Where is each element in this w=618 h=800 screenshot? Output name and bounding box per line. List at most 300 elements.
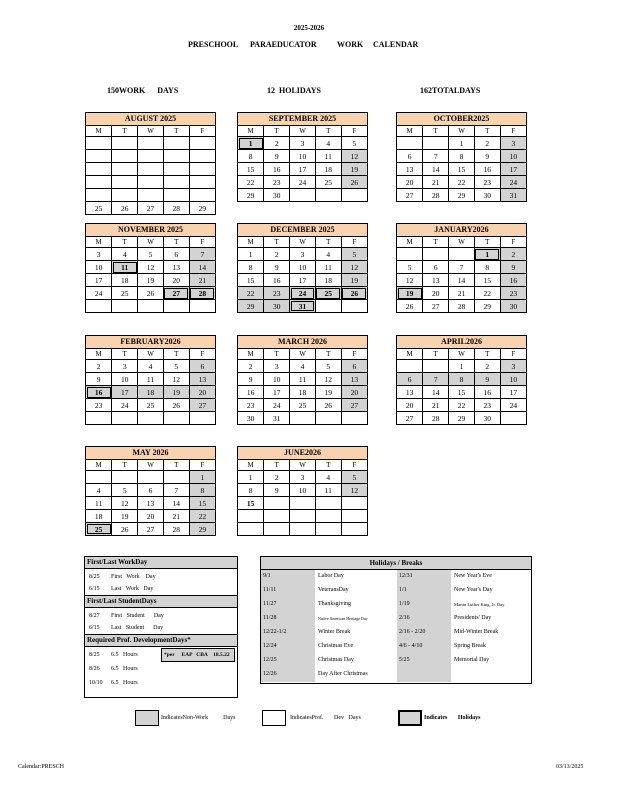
legend-holidays-label: Indicates Holidays xyxy=(424,715,481,721)
day-cell: 12 xyxy=(397,274,423,287)
day-cell: 9 xyxy=(474,373,500,386)
day-cell xyxy=(112,137,138,150)
day-cell: 18 xyxy=(290,386,316,399)
cba-note: *per EAP CBA 18.5.22 xyxy=(161,648,235,662)
label-cell: First Student Day xyxy=(111,613,164,619)
day-cell: 5 xyxy=(112,484,138,497)
holiday-name: Mid-Winter Break xyxy=(454,629,499,635)
holiday-date: 11/27 xyxy=(263,601,277,607)
holiday-name: Spring Break xyxy=(454,643,486,649)
day-cell: 18 xyxy=(315,163,341,176)
title-preschool: PRESCHOOL xyxy=(188,40,239,49)
weekday-header: T xyxy=(315,237,341,248)
day-cell: 6 xyxy=(138,484,164,497)
weekday-header: F xyxy=(341,460,367,471)
day-cell: 23 xyxy=(264,287,290,300)
day-cell: 17 xyxy=(264,386,290,399)
label-cell: 6.5 Hours xyxy=(111,680,138,686)
day-cell xyxy=(449,248,475,261)
day-cell: 12 xyxy=(138,261,164,274)
holiday-name: New Year's Day xyxy=(454,587,493,593)
day-cell: 27 xyxy=(423,300,449,313)
day-cell: 14 xyxy=(423,163,449,176)
day-cell: 15 xyxy=(238,274,264,287)
weekday-header: W xyxy=(138,349,164,360)
day-cell: 9 xyxy=(264,261,290,274)
title-paraeducator: PARAEDUCATOR xyxy=(250,40,317,49)
month-calendar xyxy=(396,112,527,202)
day-cell xyxy=(189,300,215,313)
month-title: MAY 2026 xyxy=(86,447,215,460)
month-calendar xyxy=(85,223,216,313)
day-cell: 10 xyxy=(290,484,316,497)
day-cell: 17 xyxy=(86,274,112,287)
day-cell: 19 xyxy=(112,510,138,523)
weekday-header: T xyxy=(474,237,500,248)
day-cell: 25 xyxy=(86,523,112,536)
footer-date: 03/13/2025 xyxy=(556,764,584,770)
holiday-date: 4/6 - 4/10 xyxy=(399,643,423,649)
holiday-name: Labor Day xyxy=(318,573,344,579)
first-last-studentdays-heading: First/Last StudentDays xyxy=(85,595,237,608)
day-cell: 9 xyxy=(500,261,526,274)
weekday-header: T xyxy=(315,126,341,137)
day-cell: 14 xyxy=(163,497,189,510)
day-cell: 27 xyxy=(138,523,164,536)
weekday-header: M xyxy=(397,237,423,248)
day-cell: 15 xyxy=(189,497,215,510)
day-cell: 30 xyxy=(238,412,264,425)
day-cell xyxy=(189,150,215,163)
day-cell: 26 xyxy=(112,523,138,536)
day-cell: 10 xyxy=(290,261,316,274)
weekday-header: F xyxy=(500,126,526,137)
weekday-header: T xyxy=(264,237,290,248)
day-cell: 24 xyxy=(112,399,138,412)
day-cell: 3 xyxy=(290,248,316,261)
day-cell: 3 xyxy=(500,360,526,373)
day-cell: 29 xyxy=(189,523,215,536)
holiday-date: 1/19 xyxy=(399,601,410,607)
day-cell: 23 xyxy=(474,176,500,189)
day-cell: 1 xyxy=(238,137,264,150)
date-cell: 6/15 xyxy=(89,586,100,592)
day-cell: 10 xyxy=(264,373,290,386)
holiday-date: 12/22-1/2 xyxy=(263,629,287,635)
day-cell: 2 xyxy=(264,137,290,150)
day-cell xyxy=(341,412,367,425)
day-cell: 11 xyxy=(315,261,341,274)
day-cell: 28 xyxy=(449,300,475,313)
day-cell xyxy=(423,360,449,373)
day-cell xyxy=(315,300,341,313)
day-cell: 13 xyxy=(189,373,215,386)
date-cell: 8/25 xyxy=(89,652,100,658)
total-days-summary: 162TOTALDAYS xyxy=(420,86,481,95)
weekday-header: F xyxy=(189,126,215,137)
month-title: FEBRUARY2026 xyxy=(86,336,215,349)
weekday-header: T xyxy=(264,126,290,137)
weekday-header: M xyxy=(238,237,264,248)
day-cell xyxy=(397,137,423,150)
day-cell: 25 xyxy=(290,399,316,412)
day-cell: 1 xyxy=(238,471,264,484)
day-cell xyxy=(138,300,164,313)
weekday-header: F xyxy=(500,237,526,248)
day-cell: 27 xyxy=(397,412,423,425)
day-cell xyxy=(189,137,215,150)
day-cell: 13 xyxy=(163,261,189,274)
day-cell xyxy=(290,510,316,523)
holidays-summary: 12 HOLIDAYS xyxy=(267,86,321,95)
day-cell xyxy=(112,412,138,425)
day-cell: 11 xyxy=(86,497,112,510)
day-cell: 29 xyxy=(238,300,264,313)
weekday-header: T xyxy=(474,349,500,360)
prof-dev-row xyxy=(85,677,237,689)
day-cell: 3 xyxy=(290,471,316,484)
weekday-header: W xyxy=(138,460,164,471)
day-cell: 28 xyxy=(423,189,449,202)
month-title: AUGUST 2025 xyxy=(86,113,215,126)
day-cell: 18 xyxy=(86,510,112,523)
weekday-header: T xyxy=(112,237,138,248)
first-student-day-row xyxy=(85,610,237,622)
day-cell xyxy=(138,471,164,484)
day-cell xyxy=(397,360,423,373)
title-work: WORK xyxy=(337,40,364,49)
day-cell: 2 xyxy=(474,360,500,373)
last-student-day-row xyxy=(85,622,237,634)
holiday-date: 9/1 xyxy=(263,573,271,579)
weekday-header: T xyxy=(163,237,189,248)
day-cell: 23 xyxy=(238,399,264,412)
day-cell: 25 xyxy=(86,202,112,215)
holiday-name: Day After Christmas xyxy=(318,671,368,677)
day-cell xyxy=(238,510,264,523)
holiday-date: 12/25 xyxy=(263,657,277,663)
day-cell: 6 xyxy=(163,248,189,261)
day-cell: 15 xyxy=(474,274,500,287)
day-cell: 5 xyxy=(341,471,367,484)
day-cell: 30 xyxy=(500,300,526,313)
day-cell: 26 xyxy=(112,202,138,215)
day-cell: 14 xyxy=(189,261,215,274)
day-cell: 15 xyxy=(449,386,475,399)
day-cell: 10 xyxy=(290,150,316,163)
weekday-header: F xyxy=(189,237,215,248)
day-cell: 10 xyxy=(500,150,526,163)
day-cell xyxy=(112,163,138,176)
day-cell: 23 xyxy=(86,399,112,412)
day-cell: 3 xyxy=(290,137,316,150)
day-cell: 30 xyxy=(474,412,500,425)
day-cell: 15 xyxy=(238,497,264,510)
day-cell: 12 xyxy=(112,497,138,510)
first-last-box xyxy=(84,556,238,698)
month-title: JANUARY2026 xyxy=(397,224,526,237)
day-cell: 27 xyxy=(138,202,164,215)
day-cell xyxy=(315,412,341,425)
day-cell: 4 xyxy=(315,137,341,150)
month-calendar xyxy=(237,223,368,313)
day-cell: 15 xyxy=(449,163,475,176)
holiday-name: Presidents' Day xyxy=(454,615,492,621)
day-cell: 17 xyxy=(500,386,526,399)
day-cell: 16 xyxy=(264,274,290,287)
day-cell: 1 xyxy=(449,360,475,373)
day-cell: 8 xyxy=(474,261,500,274)
holiday-name: Christmas Day xyxy=(318,657,354,663)
day-cell: 25 xyxy=(315,176,341,189)
day-cell: 16 xyxy=(238,386,264,399)
day-cell: 25 xyxy=(138,399,164,412)
legend-nonwork-swatch xyxy=(135,710,159,726)
weekday-header: W xyxy=(449,237,475,248)
day-cell: 13 xyxy=(397,386,423,399)
holiday-name: Memorial Day xyxy=(454,657,490,663)
day-cell xyxy=(290,497,316,510)
prof-dev-row xyxy=(85,649,237,661)
day-cell: 29 xyxy=(189,202,215,215)
day-cell: 14 xyxy=(449,274,475,287)
day-cell: 4 xyxy=(290,360,316,373)
legend-nonwork-label: IndicatesNon-Work Days xyxy=(161,715,236,721)
holidays-breaks-heading: Holidays / Breaks xyxy=(261,557,531,570)
day-cell: 21 xyxy=(423,176,449,189)
weekday-header: W xyxy=(449,126,475,137)
day-cell xyxy=(189,412,215,425)
holiday-name: Thanksgiving xyxy=(318,601,351,607)
weekday-header: T xyxy=(474,126,500,137)
month-title: SEPTEMBER 2025 xyxy=(238,113,367,126)
day-cell: 8 xyxy=(449,150,475,163)
day-cell: 21 xyxy=(449,287,475,300)
day-cell xyxy=(86,150,112,163)
day-cell: 12 xyxy=(315,373,341,386)
day-cell: 29 xyxy=(449,412,475,425)
day-cell: 13 xyxy=(397,163,423,176)
day-cell: 8 xyxy=(238,150,264,163)
day-cell: 27 xyxy=(341,399,367,412)
month-title: OCTOBER2025 xyxy=(397,113,526,126)
day-cell: 4 xyxy=(315,471,341,484)
weekday-header: W xyxy=(449,349,475,360)
day-cell: 11 xyxy=(315,484,341,497)
day-cell xyxy=(315,497,341,510)
day-cell xyxy=(341,300,367,313)
month-calendar xyxy=(85,446,216,536)
day-cell: 3 xyxy=(264,360,290,373)
day-cell xyxy=(163,300,189,313)
day-cell: 24 xyxy=(500,399,526,412)
day-cell: 6 xyxy=(423,261,449,274)
day-cell xyxy=(189,189,215,202)
day-cell: 17 xyxy=(112,386,138,399)
day-cell xyxy=(138,176,164,189)
weekday-header: M xyxy=(86,126,112,137)
day-cell xyxy=(341,510,367,523)
day-cell: 3 xyxy=(112,360,138,373)
weekday-header: T xyxy=(423,237,449,248)
day-cell: 18 xyxy=(138,386,164,399)
day-cell: 12 xyxy=(341,484,367,497)
weekday-header: T xyxy=(315,349,341,360)
day-cell xyxy=(341,189,367,202)
first-last-workday-heading: First/Last WorkDay xyxy=(85,557,237,569)
day-cell: 8 xyxy=(238,484,264,497)
day-cell: 26 xyxy=(397,300,423,313)
day-cell: 5 xyxy=(163,360,189,373)
day-cell: 24 xyxy=(290,287,316,300)
day-cell: 8 xyxy=(189,484,215,497)
day-cell xyxy=(163,150,189,163)
day-cell: 2 xyxy=(264,471,290,484)
day-cell: 19 xyxy=(397,287,423,300)
weekday-header: W xyxy=(138,126,164,137)
day-cell: 28 xyxy=(423,412,449,425)
weekday-header: T xyxy=(163,126,189,137)
day-cell xyxy=(86,176,112,189)
weekday-header: M xyxy=(238,460,264,471)
day-cell xyxy=(86,137,112,150)
day-cell: 20 xyxy=(138,510,164,523)
day-cell: 13 xyxy=(341,373,367,386)
legend-holidays-swatch xyxy=(398,710,422,726)
day-cell: 12 xyxy=(163,373,189,386)
day-cell xyxy=(290,412,316,425)
weekday-header: M xyxy=(86,460,112,471)
day-cell: 22 xyxy=(238,176,264,189)
day-cell xyxy=(112,150,138,163)
day-cell: 30 xyxy=(474,189,500,202)
day-cell: 19 xyxy=(341,163,367,176)
weekday-header: F xyxy=(341,237,367,248)
day-cell xyxy=(86,471,112,484)
day-cell xyxy=(315,510,341,523)
day-cell: 22 xyxy=(449,399,475,412)
weekday-header: F xyxy=(500,349,526,360)
date-cell: 6/15 xyxy=(89,625,100,631)
day-cell: 20 xyxy=(189,386,215,399)
day-cell: 26 xyxy=(341,287,367,300)
day-cell: 9 xyxy=(474,150,500,163)
day-cell: 28 xyxy=(163,202,189,215)
day-cell: 16 xyxy=(264,163,290,176)
day-cell: 5 xyxy=(397,261,423,274)
day-cell: 13 xyxy=(138,497,164,510)
day-cell: 29 xyxy=(474,300,500,313)
day-cell: 4 xyxy=(86,484,112,497)
day-cell xyxy=(163,137,189,150)
work-days-summary: 150WORK DAYS xyxy=(107,86,179,95)
day-cell xyxy=(86,163,112,176)
footer-calendar-id: Calendar:PRESCH xyxy=(18,764,64,770)
day-cell: 6 xyxy=(397,150,423,163)
day-cell: 7 xyxy=(423,373,449,386)
day-cell: 2 xyxy=(238,360,264,373)
day-cell: 5 xyxy=(138,248,164,261)
weekday-header: F xyxy=(341,126,367,137)
day-cell: 9 xyxy=(238,373,264,386)
month-calendar xyxy=(85,335,216,425)
prof-dev-heading: Required Prof. DevelopmentDays* xyxy=(85,634,237,647)
weekday-header: T xyxy=(163,349,189,360)
day-cell: 16 xyxy=(474,386,500,399)
weekday-header: M xyxy=(86,349,112,360)
month-title: DECEMBER 2025 xyxy=(238,224,367,237)
day-cell: 1 xyxy=(238,248,264,261)
date-cell: 8/27 xyxy=(89,613,100,619)
day-cell: 23 xyxy=(500,287,526,300)
day-cell: 1 xyxy=(449,137,475,150)
year-heading: 2025-2026 xyxy=(293,24,325,32)
day-cell: 20 xyxy=(163,274,189,287)
day-cell: 26 xyxy=(315,399,341,412)
month-title: NOVEMBER 2025 xyxy=(86,224,215,237)
day-cell: 19 xyxy=(315,386,341,399)
day-cell: 13 xyxy=(423,274,449,287)
day-cell: 25 xyxy=(112,287,138,300)
day-cell: 6 xyxy=(189,360,215,373)
holiday-date: 12/24 xyxy=(263,643,277,649)
weekday-header: M xyxy=(238,349,264,360)
day-cell: 24 xyxy=(264,399,290,412)
day-cell: 8 xyxy=(449,373,475,386)
day-cell: 12 xyxy=(341,150,367,163)
weekday-header: T xyxy=(112,460,138,471)
weekday-header: F xyxy=(189,460,215,471)
day-cell: 30 xyxy=(264,300,290,313)
day-cell xyxy=(500,412,526,425)
holiday-name: Native American Heritage Day xyxy=(318,616,368,621)
first-work-day-row xyxy=(85,571,237,583)
day-cell: 4 xyxy=(138,360,164,373)
day-cell: 23 xyxy=(264,176,290,189)
holiday-name: Winter Break xyxy=(318,629,351,635)
day-cell: 8 xyxy=(238,261,264,274)
label-cell: 6.5 Hours xyxy=(111,666,138,672)
day-cell: 26 xyxy=(163,399,189,412)
month-title: JUNE2026 xyxy=(238,447,367,460)
day-cell: 24 xyxy=(500,176,526,189)
day-cell: 25 xyxy=(315,287,341,300)
day-cell: 20 xyxy=(341,386,367,399)
month-title: APRIL2026 xyxy=(397,336,526,349)
day-cell xyxy=(112,189,138,202)
day-cell: 19 xyxy=(163,386,189,399)
day-cell xyxy=(315,523,341,536)
day-cell: 28 xyxy=(163,523,189,536)
day-cell: 17 xyxy=(500,163,526,176)
weekday-header: T xyxy=(163,460,189,471)
holiday-name: Martin Luther King, Jr. Day xyxy=(454,602,505,607)
weekday-header: T xyxy=(315,460,341,471)
day-cell: 28 xyxy=(189,287,215,300)
day-cell: 18 xyxy=(315,274,341,287)
day-cell xyxy=(264,523,290,536)
holiday-date: 12/31 xyxy=(399,573,413,579)
day-cell xyxy=(163,412,189,425)
day-cell: 19 xyxy=(341,274,367,287)
day-cell: 4 xyxy=(315,248,341,261)
holiday-date: 11/11 xyxy=(263,587,277,593)
month-calendar xyxy=(396,223,527,313)
legend-profdev-label: IndicatesProf. Dev Days xyxy=(290,715,361,721)
day-cell: 11 xyxy=(138,373,164,386)
day-cell: 27 xyxy=(397,189,423,202)
day-cell: 23 xyxy=(474,399,500,412)
